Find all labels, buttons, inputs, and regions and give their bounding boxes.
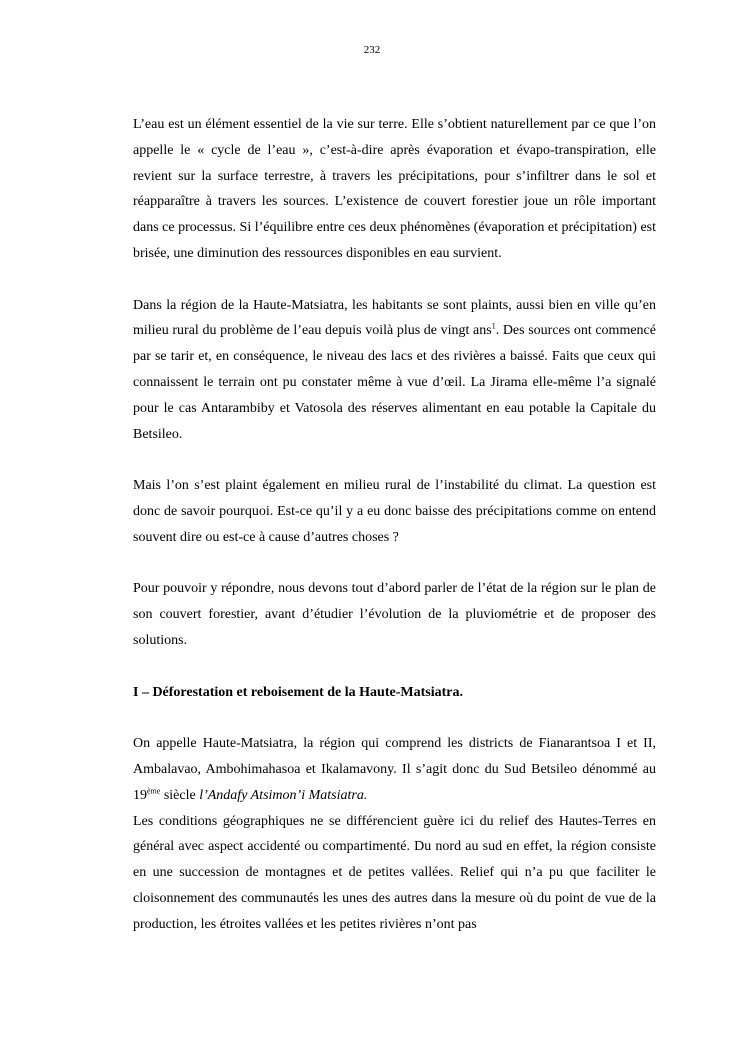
paragraph-gap (133, 267, 656, 293)
italic-region-name: l’Andafy Atsimon’i Matsiatra. (199, 787, 368, 803)
paragraph-gap (133, 551, 656, 577)
paragraph-gap (133, 705, 656, 731)
paragraph-gap (133, 654, 656, 680)
superscript-ordinal: ème (147, 786, 161, 796)
paragraph-text: On appelle Haute-Matsiatra, la région qui comprend les districts de Fianarantsoa I et II, Ambalavao, Ambohimahasoa et Ikalamavony. Il s’agit donc du Sud Betsileo dénommé au 19 (133, 736, 656, 803)
paragraph-text: siècle (160, 787, 200, 803)
paragraph-approach: Pour pouvoir y répondre, nous devons tout d’abord parler de l’état de la région sur le plan de son couvert forestier, avant d’étudier l’évolution de la pluviométrie et de proposer des solutions. (133, 581, 656, 648)
paragraph-geography: Les conditions géographiques ne se différencient guère ici du relief des Hautes-Terres en général avec aspect accidenté ou compartimenté. Du nord au sud en effet, la région consiste en une succession de montagnes et de petites vallées. Relief qui n’a pu que faciliter le cloisonnement des communautés les unes des autres dans la mesure où du point de vue de la production, les étroites vallées et les petites rivières n’ont pas (133, 813, 656, 932)
paragraph-text: . Des sources ont commencé par se tarir et, en conséquence, le niveau des lacs et des rivières a baissé. Faits que ceux qui connaissent le terrain ont pu constater même à vue d’œil. La Jirama elle-même l’a signalé pour le cas Antarambiby et Vatosola des réserves alimentant en eau potable la Capitale du Betsileo. (133, 323, 656, 442)
paragraph-water-problem (133, 293, 656, 448)
footnote-reference[interactable]: 1 (491, 321, 496, 331)
paragraph-climate-instability: Mais l’on s’est plaint également en milieu rural de l’instabilité du climat. La question est donc de savoir pourquoi. Est-ce qu’il y a eu donc baisse des précipitations comme on entend souvent dire ou est-ce à cause d’autres choses ? (133, 478, 656, 545)
section-heading: I – Déforestation et reboisement de la Haute-Matsiatra. (133, 684, 463, 700)
paragraph-water-cycle: L’eau est un élément essentiel de la vie sur terre. Elle s’obtient naturellement par ce que l’on appelle le « cycle de l’eau », c’est-à-dire après évaporation et évapo-transpiration, elle revient sur la surface terrestre, à travers les précipitations, pour s’infiltrer dans le sol et réapparaître à travers les sources. L’existence de couvert forestier joue un rôle important dans ce processus. Si l’équilibre entre ces deux phénomènes (évaporation et précipitation) est brisée, une diminution des ressources disponibles en eau survient. (133, 117, 656, 261)
paragraph-gap (133, 447, 656, 473)
paragraph-region-definition (133, 731, 656, 808)
document-body (133, 112, 656, 938)
page-number: 232 (363, 44, 381, 56)
paragraph-text: Dans la région de la Haute-Matsiatra, les habitants se sont plaints, aussi bien en ville qu’en milieu rural du problème de l’eau depuis voilà plus de vingt ans (133, 297, 656, 339)
